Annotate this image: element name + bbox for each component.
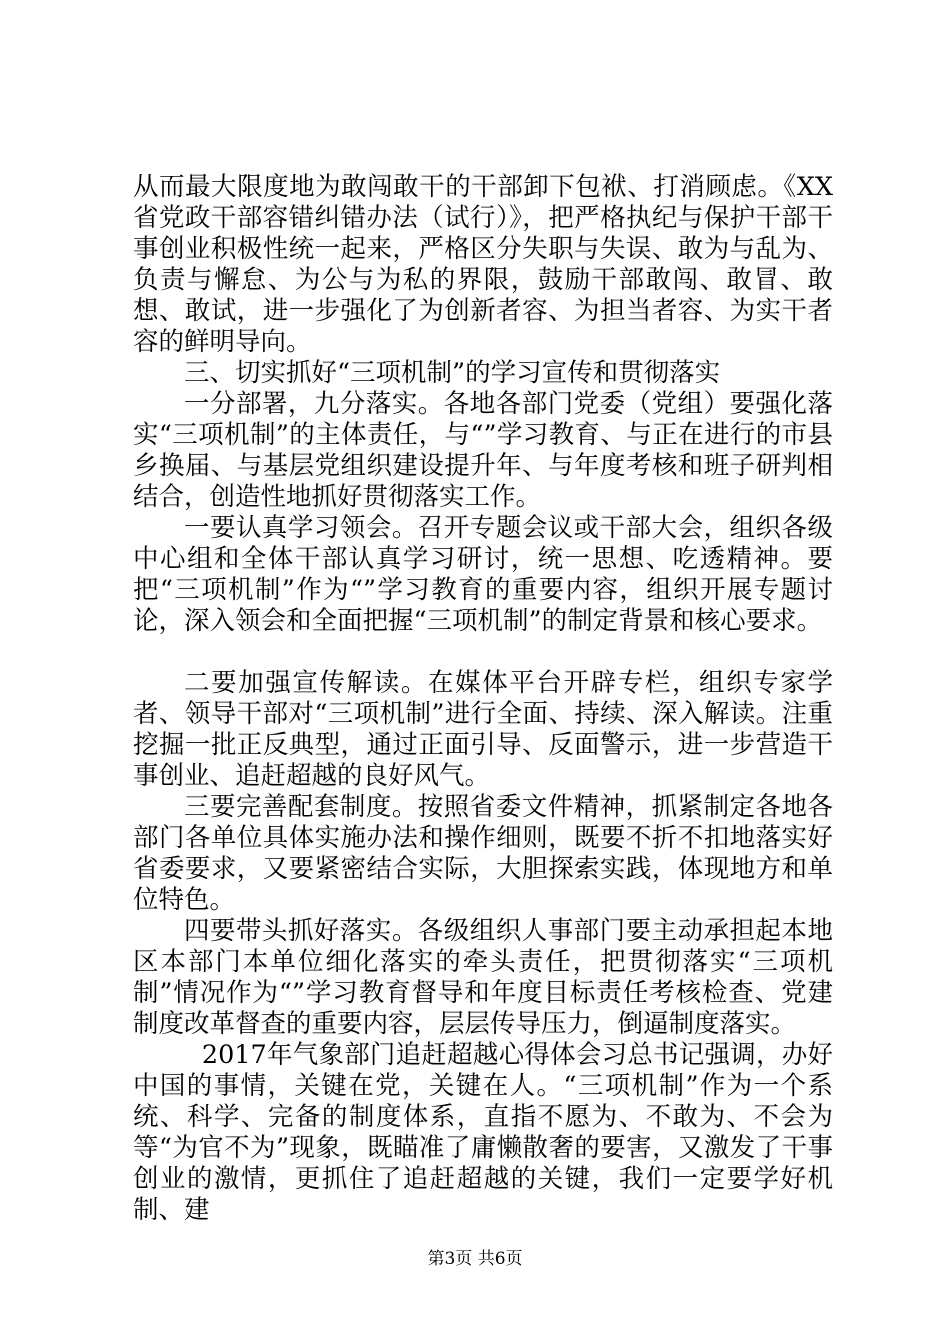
section-heading: 三、切实抓好“三项机制”的学习宣传和贯彻落实 [184,358,721,388]
paragraph: 一分部署，九分落实。各地各部门党委（党组）要强化落实“三项机制”的主体责任，与“”学习教育、与正在进行的市县乡换届、与基层党组织建设提升年、与年度考核和班子研判相结合，创造性地抓好贯彻落实工作。 [133,389,833,512]
paragraph: 二要加强宣传解读。在媒体平台开辟专栏，组织专家学者、领导干部对“三项机制”进行全面、持续、深入解读。注重挖掘一批正反典型，通过正面引导、反面警示，进一步营造干事创业、追赶超越的良好风气。 [133,668,833,791]
blank-line [133,637,833,668]
paragraph: 四要带头抓好落实。各级组织人事部门要主动承担起本地区本部门本单位细化落实的牵头责任，把贯彻落实“三项机制”情况作为“”学习教育督导和年度目标责任考核检查、党建制度改革督查的重要内容，层层传导压力，倒逼制度落实。 [133,916,833,1039]
paragraph: 2017年气象部门追赶超越心得体会习总书记强调，办好中国的事情，关键在党，关键在人。“三项机制”作为一个系统、科学、完备的制度体系，直指不愿为、不敢为、不会为等“为官不为”现象，既瞄准了庸懒散奢的要害，又激发了干事创业的激情，更抓住了追赶超越的关键，我们一定要学好机制、建 [133,1040,833,1225]
paragraph: 三要完善配套制度。按照省委文件精神，抓紧制定各地各部门各单位具体实施办法和操作细则，既要不折不扣地落实好省委要求，又要紧密结合实际，大胆探索实践，体现地方和单位特色。 [133,792,833,915]
paragraph-continued: 从而最大限度地为敢闯敢干的干部卸下包袱、打消顾虑。《XX省党政干部容错纠错办法（试行）》，把严格执纪与保护干部干事创业积极性统一起来，严格区分失职与失误、敢为与乱为、负责与懈怠、为公与为私的界限，鼓励干部敢闯、敢冒、敢想、敢试，进一步强化了为创新者容、为担当者容、为实干者容的鲜明导向。 [133,172,833,357]
page-number-footer: 第3页 共6页 [427,1249,523,1269]
document-body [133,172,833,1226]
paragraph: 一要认真学习领会。召开专题会议或干部大会，组织各级中心组和全体干部认真学习研讨，统一思想、吃透精神。要把“三项机制”作为“”学习教育的重要内容，组织开展专题讨论，深入领会和全面把握“三项机制”的制定背景和核心要求。 [133,513,833,636]
